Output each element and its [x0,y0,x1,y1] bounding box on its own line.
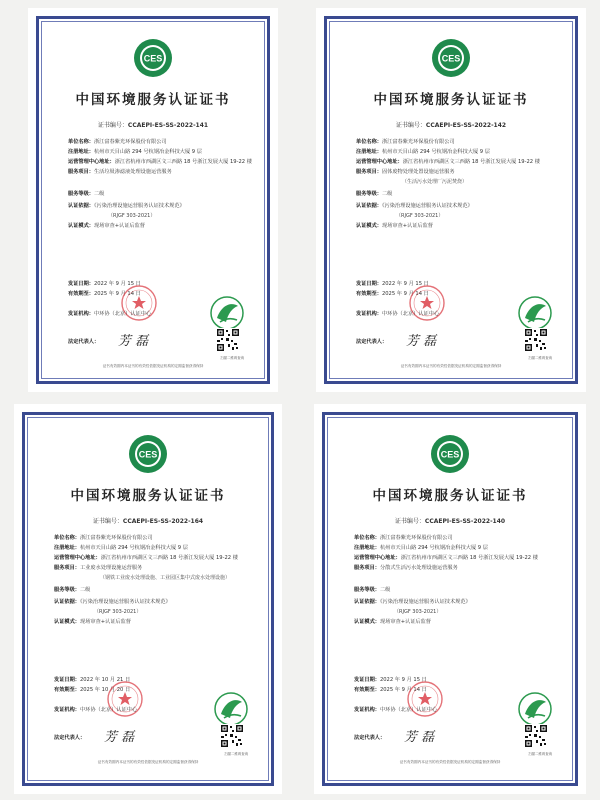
service-project-sub: （生活污水处理厂污泥焚烧） [402,179,468,185]
ops-center-address-field: 运营管理中心地址：浙江省杭州市西湖区文三西路 18 号浙江发展大厦 19-22 楼 [68,159,252,165]
expire-date-field: 有效期至：2025 年 9 月 14 日 [356,291,429,297]
cert-mode-field: 认证模式：现场审查+认证后监督 [354,619,431,625]
legal-rep-field: 法定代表人： [356,339,388,345]
cert-basis-code: （RJGF 303-2021） [396,213,444,219]
signature: 芳 磊 [404,730,435,745]
certificate-title: 中国环境服务认证证书 [373,92,529,108]
certificate-number: 证书编号：CCAEPI-ES-SS-2022-141 [97,122,209,129]
certificate-number: 证书编号：CCAEPI-ES-SS-2022-142 [395,122,507,129]
service-project-sub: （钢铁工业废水处理设施、工业园区集中式废水处理设施） [100,575,231,581]
registered-address-field: 注册地址：杭州市天目山路 294 号杭钢冶金科技大厦 9 层 [54,545,188,551]
service-grade-field: 服务等级：二级 [354,587,391,593]
certificate-2 [316,8,586,392]
issue-date-field: 发证日期：2022 年 9 月 15 日 [68,281,141,287]
cert-basis-field: 认证依据：《污染治理设施运营服务认证技术规范》 [356,203,473,209]
service-grade-field: 服务等级：二级 [68,191,105,197]
svg-text:CES: CES [440,449,460,460]
expire-date-field: 有效期至：2025 年 9 月 14 日 [354,687,427,693]
unit-name-field: 单位名称：浙江富春紫光环保股份有限公司 [54,535,153,541]
ops-center-address-field: 运营管理中心地址：浙江省杭州市西湖区文三西路 18 号浙江发展大厦 19-22 楼 [354,555,538,561]
cert-basis-field: 认证依据：《污染治理设施运营服务认证技术规范》 [54,599,171,605]
issuing-org-field: 发证机构：中环协（北京）认证中心 [54,707,138,713]
qr-code-icon [524,328,548,352]
signature: 芳 磊 [104,730,135,745]
qr-caption: 扫描二维码查询 [224,752,248,756]
cert-basis-code: （RJGF 303-2021） [94,609,142,615]
issue-date-field: 发证日期：2022 年 9 月 15 日 [354,677,427,683]
certificate-title: 中国环境服务认证证书 [75,92,231,108]
svg-text:CES: CES [441,53,461,64]
issue-date-field: 发证日期：2022 年 9 月 15 日 [356,281,429,287]
certificate-number: 证书编号：CCAEPI-ES-SS-2022-164 [92,518,204,525]
qr-caption: 扫描二维码查询 [528,356,552,360]
qr-code-icon [220,724,244,748]
cert-mode-field: 认证模式：现场审查+认证后监督 [68,223,145,229]
expire-date-field: 有效期至：2025 年 10 月 20 日 [54,687,131,693]
certificate-number: 证书编号：CCAEPI-ES-SS-2022-140 [394,518,506,525]
unit-name-field: 单位名称：浙江富春紫光环保股份有限公司 [356,139,455,145]
ces-logo [431,38,471,78]
certificate-footer: 证书有效期内本证书的有效性依据发证机构的定期监督获得保持 [102,364,204,368]
signature: 芳 磊 [406,334,437,349]
certificate-4 [314,404,586,794]
certificate-title: 中国环境服务认证证书 [70,488,226,504]
cert-mode-field: 认证模式：现场审查+认证后监督 [356,223,433,229]
certificate-footer: 证书有效期内本证书的有效性依据发证机构的定期监督获得保持 [97,760,199,764]
service-project-field: 服务项目：工业废水处理设施运营服务 [54,565,143,571]
registered-address-field: 注册地址：杭州市天目山路 294 号杭钢冶金科技大厦 9 层 [68,149,202,155]
service-project-field: 服务项目：分散式生活污水处理设施运营服务 [354,565,458,571]
service-project-field: 服务项目：生活垃圾渗滤液处理设施运营服务 [68,169,172,175]
svg-text:CES: CES [143,53,163,64]
ops-center-address-field: 运营管理中心地址：浙江省杭州市西湖区文三西路 18 号浙江发展大厦 19-22 楼 [54,555,238,561]
environment-mark-icon [214,692,248,726]
cert-basis-field: 认证依据：《污染治理设施运营服务认证技术规范》 [68,203,185,209]
unit-name-field: 单位名称：浙江富春紫光环保股份有限公司 [68,139,167,145]
service-grade-field: 服务等级：二级 [356,191,393,197]
qr-caption: 扫描二维码查询 [220,356,244,360]
cert-mode-field: 认证模式：现场审查+认证后监督 [54,619,131,625]
cert-basis-code: （RJGF 303-2021） [108,213,156,219]
service-project-field: 服务项目：固体废物处理处置设施运营服务 [356,169,455,175]
legal-rep-field: 法定代表人： [354,735,386,741]
issuing-org-field: 发证机构：中环协（北京）认证中心 [356,311,440,317]
certificate-footer: 证书有效期内本证书的有效性依据发证机构的定期监督获得保持 [399,760,501,764]
issuing-org-field: 发证机构：中环协（北京）认证中心 [354,707,438,713]
registered-address-field: 注册地址：杭州市天目山路 294 号杭钢冶金科技大厦 9 层 [356,149,490,155]
expire-date-field: 有效期至：2025 年 9 月 14 日 [68,291,141,297]
certificate-3 [14,404,282,794]
certificate-footer: 证书有效期内本证书的有效性依据发证机构的定期监督获得保持 [400,364,502,368]
qr-code-icon [524,724,548,748]
environment-mark-icon [210,296,244,330]
ces-logo [128,434,168,474]
issue-date-field: 发证日期：2022 年 10 月 21 日 [54,677,131,683]
cert-basis-field: 认证依据：《污染治理设施运营服务认证技术规范》 [354,599,471,605]
qr-code-icon [216,328,240,352]
legal-rep-field: 法定代表人： [68,339,100,345]
ces-logo [133,38,173,78]
legal-rep-field: 法定代表人： [54,735,86,741]
environment-mark-icon [518,296,552,330]
ces-logo [430,434,470,474]
cert-basis-code: （RJGF 303-2021） [394,609,442,615]
ops-center-address-field: 运营管理中心地址：浙江省杭州市西湖区文三西路 18 号浙江发展大厦 19-22 楼 [356,159,540,165]
environment-mark-icon [518,692,552,726]
unit-name-field: 单位名称：浙江富春紫光环保股份有限公司 [354,535,453,541]
signature: 芳 磊 [118,334,149,349]
certificate-1 [28,8,278,392]
service-grade-field: 服务等级：二级 [54,587,91,593]
qr-caption: 扫描二维码查询 [528,752,552,756]
certificate-title: 中国环境服务认证证书 [372,488,528,504]
registered-address-field: 注册地址：杭州市天目山路 294 号杭钢冶金科技大厦 9 层 [354,545,488,551]
svg-text:CES: CES [138,449,158,460]
issuing-org-field: 发证机构：中环协（北京）认证中心 [68,311,152,317]
